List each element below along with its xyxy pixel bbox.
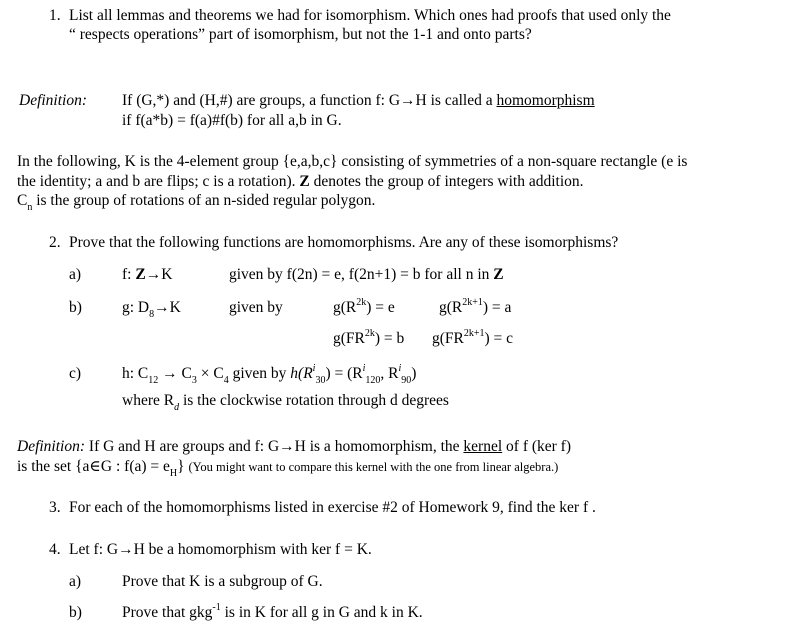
q4a-label: a): [69, 573, 82, 590]
formula: ) = (R: [325, 365, 363, 382]
definition-kernel-line1: [17, 438, 571, 457]
formula-subscript: 30: [315, 375, 326, 387]
q2b-eq1: [333, 296, 395, 318]
eq-text: ) = a: [482, 299, 512, 316]
definition-text: is the set {a∈G : f(a) = e: [17, 458, 170, 475]
q3-number: 3.: [49, 499, 61, 516]
q2a-given-text: given by f(2n) = e, f(2n+1) = b for all n in: [229, 266, 494, 283]
where-text: where R: [122, 392, 175, 409]
q4a-text: Prove that K is a subgroup of G.: [122, 573, 323, 590]
formula: ): [411, 365, 417, 382]
q1-line1: List all lemmas and theorems we had for isomorphism. Which ones had proofs that used only the: [69, 7, 671, 24]
q4b-label: b): [69, 604, 82, 621]
kernel-note: (You might want to compare this kernel with the one from linear algebra.): [188, 460, 559, 474]
cyclic-subscript: 12: [148, 375, 159, 387]
function-codomain: →K: [154, 299, 181, 316]
q4-number: 4.: [49, 541, 61, 558]
definition-homomorphism-line1: [122, 92, 595, 111]
integers-symbol: Z: [135, 266, 146, 283]
q2a-function: [122, 266, 172, 285]
cyclic-subscript: 3: [191, 375, 197, 387]
arrow-icon: →: [145, 266, 162, 283]
formula-exponent: i: [362, 362, 366, 374]
formula: , R: [380, 365, 399, 382]
function-name: h: C: [122, 365, 149, 382]
cyclic-subscript: 4: [223, 375, 229, 387]
q2b-eq2: [439, 296, 512, 318]
intro-line2: [17, 173, 584, 192]
formula: h(R: [290, 365, 313, 382]
q2b-label: b): [69, 299, 82, 316]
identity-subscript: H: [169, 468, 178, 480]
formula-subscript: 90: [401, 375, 412, 387]
q2-text: Prove that the following functions are homomorphisms. Are any of these isomorphisms?: [69, 234, 619, 251]
q2-number: 2.: [49, 234, 61, 251]
q2b-function: [122, 299, 181, 321]
q2c-label: c): [69, 365, 82, 382]
eq-text: ) = c: [484, 330, 514, 347]
formula-exponent: i: [398, 362, 402, 374]
eq-text: g(FR: [333, 330, 365, 347]
q2b-eq3: [333, 327, 405, 349]
definition-text: If (G,*) and (H,#) are groups, a function f: G→H is called a: [122, 92, 493, 109]
intro-line1: In the following, K is the 4-element group {e,a,b,c} consisting of symmetries of a non-square rectangle (e is: [17, 153, 688, 170]
intro-text: is the group of rotations of an n-sided regular polygon.: [32, 192, 376, 209]
where-text: is the clockwise rotation through d degrees: [179, 392, 449, 409]
eq-exponent: 2k+1: [462, 296, 483, 308]
q4b-text: [122, 601, 423, 623]
eq-exponent: 2k+1: [463, 327, 485, 339]
arrow-icon: → C: [158, 365, 192, 382]
eq-text: ) = e: [366, 299, 395, 316]
definition-kernel-line2: [17, 458, 559, 480]
eq-text: g(R: [439, 299, 463, 316]
q4-text: Let f: G→H be a homomorphism with ker f = K.: [69, 541, 372, 558]
definition-homomorphism-line2: if f(a*b) = f(a)#f(b) for all a,b in G.: [122, 112, 342, 129]
eq-text: g(FR: [432, 330, 464, 347]
integers-symbol: Z: [493, 266, 504, 283]
formula-exponent: i: [312, 362, 316, 374]
rotation-subscript: d: [174, 402, 180, 414]
q2c-given-text: given by: [228, 365, 291, 382]
definition-label: Definition:: [19, 92, 88, 109]
q1-number: 1.: [49, 7, 61, 24]
definition-text: }: [177, 458, 185, 475]
eq-exponent: 2k: [356, 296, 367, 308]
q2c-function: [122, 362, 417, 387]
formula-subscript: 120: [365, 375, 381, 387]
definition-text: of f (ker f): [502, 438, 572, 455]
k-symbol: K: [161, 266, 173, 283]
eq-text: g(R: [333, 299, 357, 316]
function-name: g: D: [122, 299, 150, 316]
q2a-label: a): [69, 266, 82, 283]
definition-label: Definition:: [17, 438, 86, 455]
eq-exponent: 2k: [364, 327, 375, 339]
q2c-where: [122, 392, 449, 414]
product-symbol: × C: [196, 365, 224, 382]
intro-line3: [17, 192, 376, 214]
dihedral-subscript: 8: [149, 309, 155, 321]
intro-text: denotes the group of integers with addition.: [309, 173, 584, 190]
intro-text: the identity; a and b are flips; c is a rotation).: [17, 173, 296, 190]
q4b-text-part: is in K for all g in G and k in K.: [220, 604, 423, 621]
eq-text: ) = b: [374, 330, 405, 347]
cyclic-symbol: C: [17, 192, 28, 209]
q3-text: For each of the homomorphisms listed in exercise #2 of Homework 9, find the ker f .: [69, 499, 596, 516]
term-homomorphism: homomorphism: [496, 92, 595, 109]
definition-text: If G and H are groups and f: G→H is a homomorphism, the: [85, 438, 460, 455]
inverse-exponent: -1: [212, 601, 221, 613]
q4b-text-part: Prove that gkg: [122, 604, 213, 621]
q2a-given: [229, 266, 504, 285]
cyclic-subscript: n: [27, 202, 33, 214]
q1-line2: “ respects operations” part of isomorphism, but not the 1-1 and onto parts?: [69, 26, 532, 43]
q2b-given: given by: [229, 299, 283, 316]
function-name: f:: [122, 266, 136, 283]
integers-symbol: Z: [299, 173, 310, 190]
term-kernel: kernel: [463, 438, 503, 455]
q2b-eq4: [432, 327, 514, 349]
